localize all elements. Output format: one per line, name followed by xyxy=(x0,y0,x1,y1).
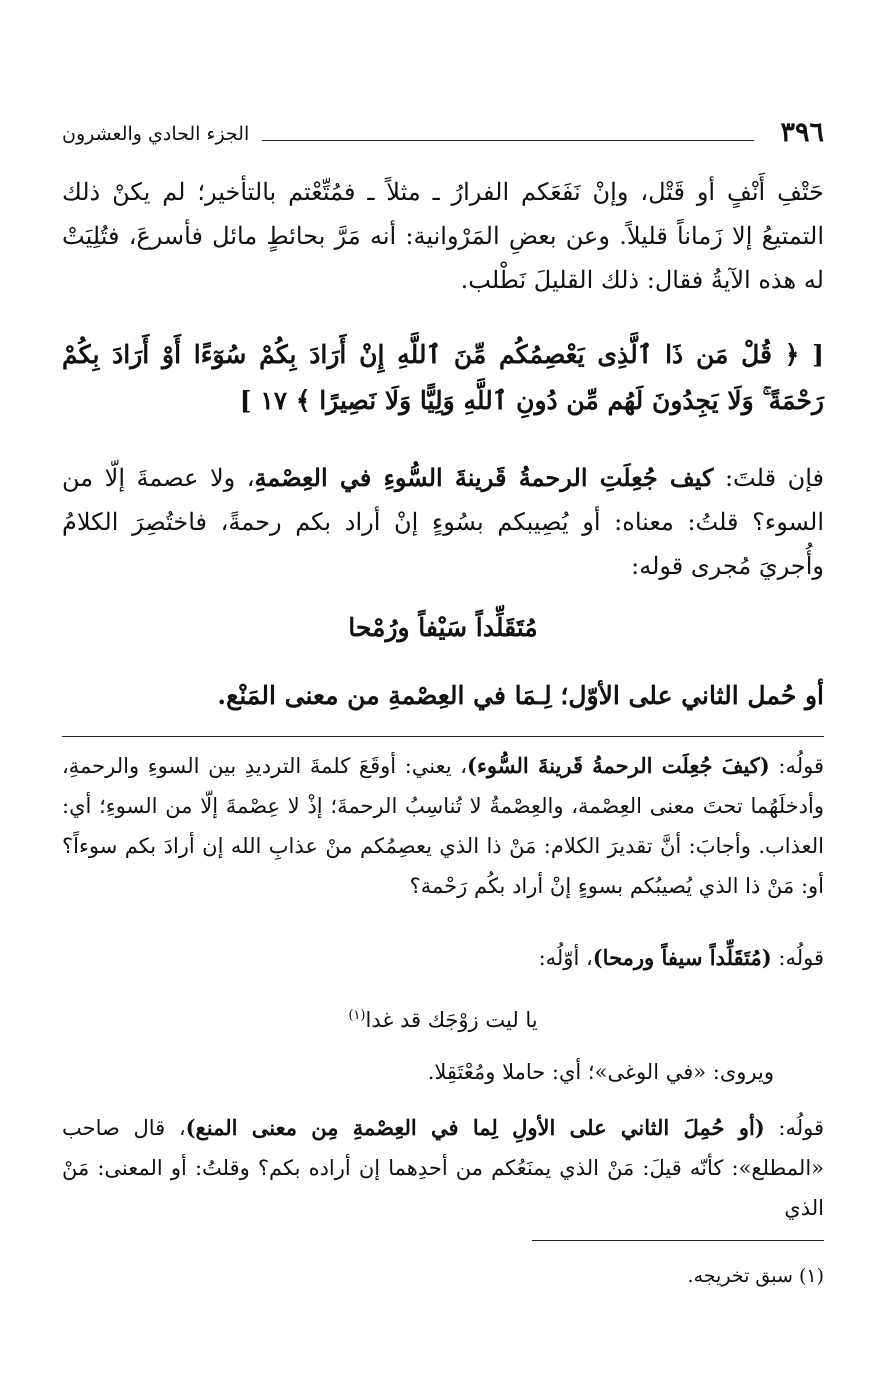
commentary-3-bold: (أو حُمِلَ الثاني على الأولِ لِما في العِصْمةِ مِن معنى المنع) xyxy=(185,1115,765,1140)
commentary-3-lead: قولُه: xyxy=(764,1116,825,1140)
commentary-3-rest: ، قال صاحب «المطلع»: كأنّه قيلَ: مَنْ الذي يمنَعُكم من أحدِهما إن أراده بكم؟ وقلتُ: أو المعنى: مَنْ الذي xyxy=(62,1116,824,1220)
commentary-1-lead: قولُه: xyxy=(769,754,824,778)
running-title: الجزء الحادي والعشرون xyxy=(62,123,250,145)
question-lead: فإن قلتَ: xyxy=(713,464,824,492)
main-paragraph-2 xyxy=(62,456,824,588)
header-rule xyxy=(262,140,754,141)
commentary-2 xyxy=(62,938,824,978)
commentary-1-bold: (كيفَ جُعِلَت الرحمةُ قَرينةَ السُّوء) xyxy=(467,753,770,778)
commentary-variant: ويروى: «في الوغى»؛ أي: حاملا ومُعْتَقِلا. xyxy=(427,1060,774,1084)
commentary-divider xyxy=(62,736,824,737)
commentary-3 xyxy=(62,1108,824,1228)
question-rest: ، ولا عصمةَ إلّا من السوء؟ قلتُ: معناه: أو يُصِيبكم بسُوءٍ إنْ أراد بكم رحمةً، فاختُصِرَ الكلامُ وأُجريَ مُجرى قوله: xyxy=(62,464,824,580)
commentary-verse-text: يا ليت زوْجَك قد غدا xyxy=(365,1008,538,1032)
page-number: ٣٩٦ xyxy=(780,117,824,148)
main-paragraph-1: حَتْفِ أَنْفٍ أو قَتْل، وإنْ نَفَعَكم الفرارُ ـ مثلاً ـ فمُتِّعْتم بالتأخير؛ لم يكنْ ذلك التمتيعُ إلا زَماناً قليلاً. وعن بعضِ المَرْوانية: أنه مَرَّ بحائطٍ مائل فأسرعَ، فتُلِيَتْ له هذه الآيةُ فقال: ذلك القليلَ نَطْلب. xyxy=(62,178,824,294)
commentary-1-rest: ، يعني: أوقَعَ كلمةَ الترديدِ بين السوءِ والرحمةِ، وأدخلَهُما تحتَ معنى العِصْمة، والعِصْمةُ لا تُناسِبُ الرحمةَ؛ إذْ لا عِصْمةَ إلّا من السوءِ؛ أي: العذاب. وأجابَ: أنَّ تقديرَ الكلام: مَنْ ذا الذي يعصِمُكم منْ عذابِ الله إن أرادَ بكم سوءاً؟ أو: مَنْ ذا الذي يُصيبُكم بسوءٍ إنْ أراد بكُم رَحْمة؟ xyxy=(62,754,824,898)
running-header xyxy=(62,118,824,150)
book-page xyxy=(62,0,824,1397)
footnote-divider xyxy=(532,1240,824,1241)
main-note: أو حُمل الثاني على الأوّل؛ لِـمَا في العِصْمةِ من معنى المَنْع. xyxy=(217,681,824,710)
footnote: (١) سبق تخريجه. xyxy=(687,1265,824,1287)
commentary-2-bold: (مُتَقَلِّداً سيفاً ورمحا) xyxy=(592,945,772,970)
commentary-1 xyxy=(62,746,824,906)
commentary-2-lead: قولُه: xyxy=(771,946,824,970)
commentary-verse xyxy=(62,996,824,1040)
poetry-verse: مُتَقَلِّداً سَيْفاً ورُمْحا xyxy=(348,613,538,642)
quran-verse: [ ﴿ قُلْ مَن ذَا ٱلَّذِى يَعْصِمُكُم مِّنَ ٱللَّهِ إِنْ أَرَادَ بِكُمْ سُوٓءًا أَوْ أَرَادَ بِكُمْ رَحْمَةً ۚ وَلَا يَجِدُونَ لَهُم مِّن دُونِ ٱللَّهِ وَلِيًّا وَلَا نَصِيرًا ﴾ ١٧ ] xyxy=(62,340,824,415)
commentary-2-rest: ، أوّلُه: xyxy=(538,946,593,970)
footnote-marker: (١) xyxy=(348,1008,366,1023)
question-bold: كيف جُعِلَتِ الرحمةُ قَرينةَ السُّوءِ في العِصْمةِ xyxy=(254,463,714,492)
